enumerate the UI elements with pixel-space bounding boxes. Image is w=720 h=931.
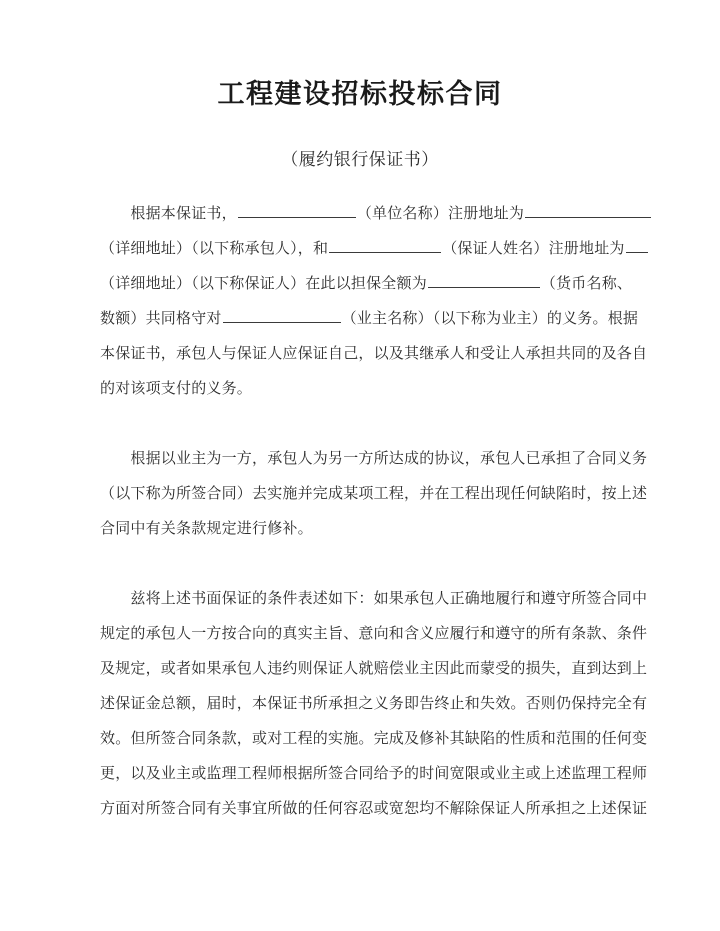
text-run: 的对该项支付的义务。 bbox=[100, 378, 253, 397]
page-title: 工程建设招标投标合同 bbox=[217, 79, 503, 110]
paragraph-line bbox=[100, 511, 620, 546]
fill-in-blank[interactable] bbox=[238, 200, 356, 218]
page-subtitle: （履约银行保证书） bbox=[281, 149, 439, 170]
text-run: 规定的承包人一方按合向的真实主旨、意向和含义应履行和遵守的所有条款、条件 bbox=[100, 623, 648, 642]
paragraph-contract-obligation bbox=[100, 441, 648, 546]
text-run: （货币名称、 bbox=[540, 273, 633, 292]
fill-in-blank[interactable] bbox=[329, 235, 441, 253]
text-run: 数额）共同格守对 bbox=[100, 308, 222, 327]
paragraph-line bbox=[100, 441, 648, 476]
text-run: （详细地址）（以下称保证人）在此以担保全额为 bbox=[100, 273, 427, 292]
text-run: 合同中有关条款规定进行修补。 bbox=[100, 518, 313, 537]
text-run: 更，以及业主或监理工程师根据所签合同给予的时间宽限或业主或上述监理工程师 bbox=[100, 763, 648, 782]
text-run: 根据以业主为一方，承包人为另一方所达成的协议，承包人已承担了合同义务 bbox=[100, 448, 648, 467]
text-run: （以下称为所签合同）去实施并完成某项工程，并在工程出现任何缺陷时，按上述 bbox=[100, 483, 648, 502]
fill-in-blank[interactable] bbox=[223, 305, 341, 323]
fill-in-blank[interactable] bbox=[428, 270, 540, 288]
text-run: （详细地址）（以下称承包人），和 bbox=[100, 238, 329, 257]
text-run: 方面对所签合同有关事宜所做的任何容忍或宽恕均不解除保证人所承担之上述保证 bbox=[100, 798, 648, 817]
document-body bbox=[0, 196, 720, 826]
text-run: 兹将上述书面保证的条件表述如下：如果承包人正确地履行和遵守所签合同中 bbox=[100, 588, 648, 607]
paragraph-line bbox=[100, 196, 620, 231]
paragraph-line bbox=[100, 301, 639, 336]
text-run: 及规定，或者如果承包人违约则保证人就赔偿业主因此而蒙受的损失，直到达到上 bbox=[100, 658, 648, 677]
paragraph-line bbox=[100, 616, 648, 651]
text-run: （业主名称）（以下称为业主）的义务。根据 bbox=[341, 308, 639, 327]
paragraph-line bbox=[100, 231, 625, 266]
paragraph-line bbox=[100, 791, 648, 826]
paragraph-guarantee-parties bbox=[100, 196, 648, 406]
text-run: （单位名称）注册地址为 bbox=[356, 203, 525, 222]
paragraph-line bbox=[100, 721, 648, 756]
paragraph-guarantee-conditions bbox=[100, 581, 648, 826]
paragraph-line bbox=[100, 686, 648, 721]
paragraph-line bbox=[100, 651, 648, 686]
fill-in-blank[interactable] bbox=[626, 235, 648, 253]
text-run: （保证人姓名）注册地址为 bbox=[442, 238, 625, 257]
paragraph-line bbox=[100, 336, 648, 371]
paragraph-line bbox=[100, 476, 648, 511]
paragraph-line bbox=[100, 581, 648, 616]
fill-in-blank[interactable] bbox=[525, 200, 651, 218]
text-run: 效。但所签合同条款，或对工程的实施。完成及修补其缺陷的性质和范围的任何变 bbox=[100, 728, 648, 747]
text-run: 述保证金总额，届时，本保证书所承担之义务即告终止和失效。否则仍保持完全有 bbox=[100, 693, 648, 712]
paragraph-line bbox=[100, 371, 620, 406]
text-run: 根据本保证书， bbox=[100, 203, 237, 222]
text-run: 本保证书，承包人与保证人应保证自己，以及其继承人和受让人承担共同的及各自 bbox=[100, 343, 648, 362]
paragraph-line bbox=[100, 756, 648, 791]
paragraph-line bbox=[100, 266, 633, 301]
